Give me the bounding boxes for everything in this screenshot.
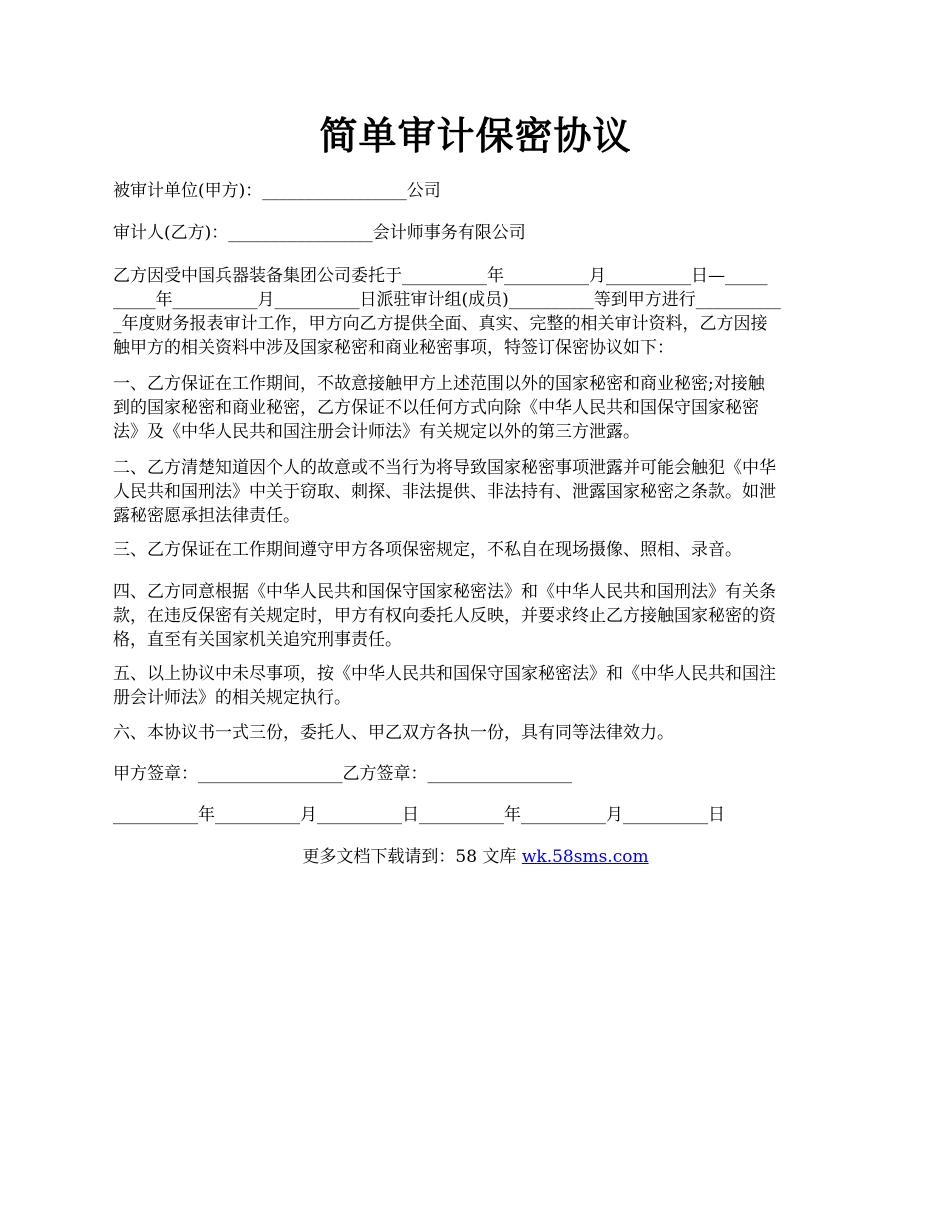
party-b-line: 审计人(乙方)：_________________会计师事务有限公司 [113, 223, 526, 243]
clause-line: 到的国家秘密和商业秘密，乙方保证不以任何方式向除《中华人民共和国保守国家秘密 [113, 398, 759, 418]
footer-link[interactable]: wk.58sms.com [521, 847, 649, 867]
download-footer [113, 845, 838, 869]
clause-6 [113, 721, 838, 745]
intro-line: _____年__________月__________日派驻审计组(成员)__________等到甲方进行__________ [113, 290, 781, 310]
clause-line: 五、以上协议中未尽事项，按《中华人民共和国保守国家秘密法》和《中华人民共和国注 [113, 664, 776, 684]
clause-3 [113, 538, 838, 562]
clause-line: 人民共和国刑法》中关于窃取、刺探、非法提供、非法持有、泄露国家秘密之条款。如泄 [113, 482, 776, 502]
intro-paragraph [113, 264, 838, 360]
clause-2 [113, 456, 838, 528]
clause-line: 格，直至有关国家机关追究刑事责任。 [113, 630, 402, 650]
signature-line [113, 762, 838, 786]
intro-line: 触甲方的相关资料中涉及国家秘密和商业秘密事项，特签订保密协议如下： [113, 338, 674, 358]
clause-line: 款，在违反保密有关规定时，甲方有权向委托人反映，并要求终止乙方接触国家秘密的资 [113, 606, 776, 626]
clause-1 [113, 372, 838, 444]
intro-line: 乙方因受中国兵器装备集团公司委托于__________年__________月__________日—_____ [113, 266, 768, 286]
clause-line: 三、乙方保证在工作期间遵守甲方各项保密规定，不私自在现场摄像、照相、录音。 [113, 540, 742, 560]
document-title: 简单审计保密协议 [319, 113, 632, 158]
clause-line: 六、本协议书一式三份，委托人、甲乙双方各执一份，具有同等法律效力。 [113, 723, 674, 743]
clause-4 [113, 580, 838, 652]
date-line [113, 803, 838, 827]
signature-text: 甲方签章：_________________乙方签章：_________________ [113, 764, 572, 784]
clause-5 [113, 662, 838, 710]
intro-line: _年度财务报表审计工作，甲方向乙方提供全面、真实、完整的相关审计资料，乙方因接 [113, 314, 768, 334]
clause-line: 二、乙方清楚知道因个人的故意或不当行为将导致国家秘密事项泄露并可能会触犯《中华 [113, 458, 776, 478]
clause-line: 一、乙方保证在工作期间，不故意接触甲方上述范围以外的国家秘密和商业秘密;对接触 [113, 374, 765, 394]
date-text: __________年__________月__________日__________年__________月__________日 [113, 805, 725, 825]
clause-line: 露秘密愿承担法律责任。 [113, 506, 300, 526]
clause-line: 四、乙方同意根据《中华人民共和国保守国家秘密法》和《中华人民共和国刑法》有关条 [113, 582, 776, 602]
clause-line: 册会计师法》的相关规定执行。 [113, 688, 351, 708]
clause-line: 法》及《中华人民共和国注册会计师法》有关规定以外的第三方泄露。 [113, 422, 640, 442]
footer-prefix: 更多文档下载请到：58 文库 [302, 847, 522, 867]
party-a-line: 被审计单位(甲方)：_________________公司 [113, 181, 441, 201]
